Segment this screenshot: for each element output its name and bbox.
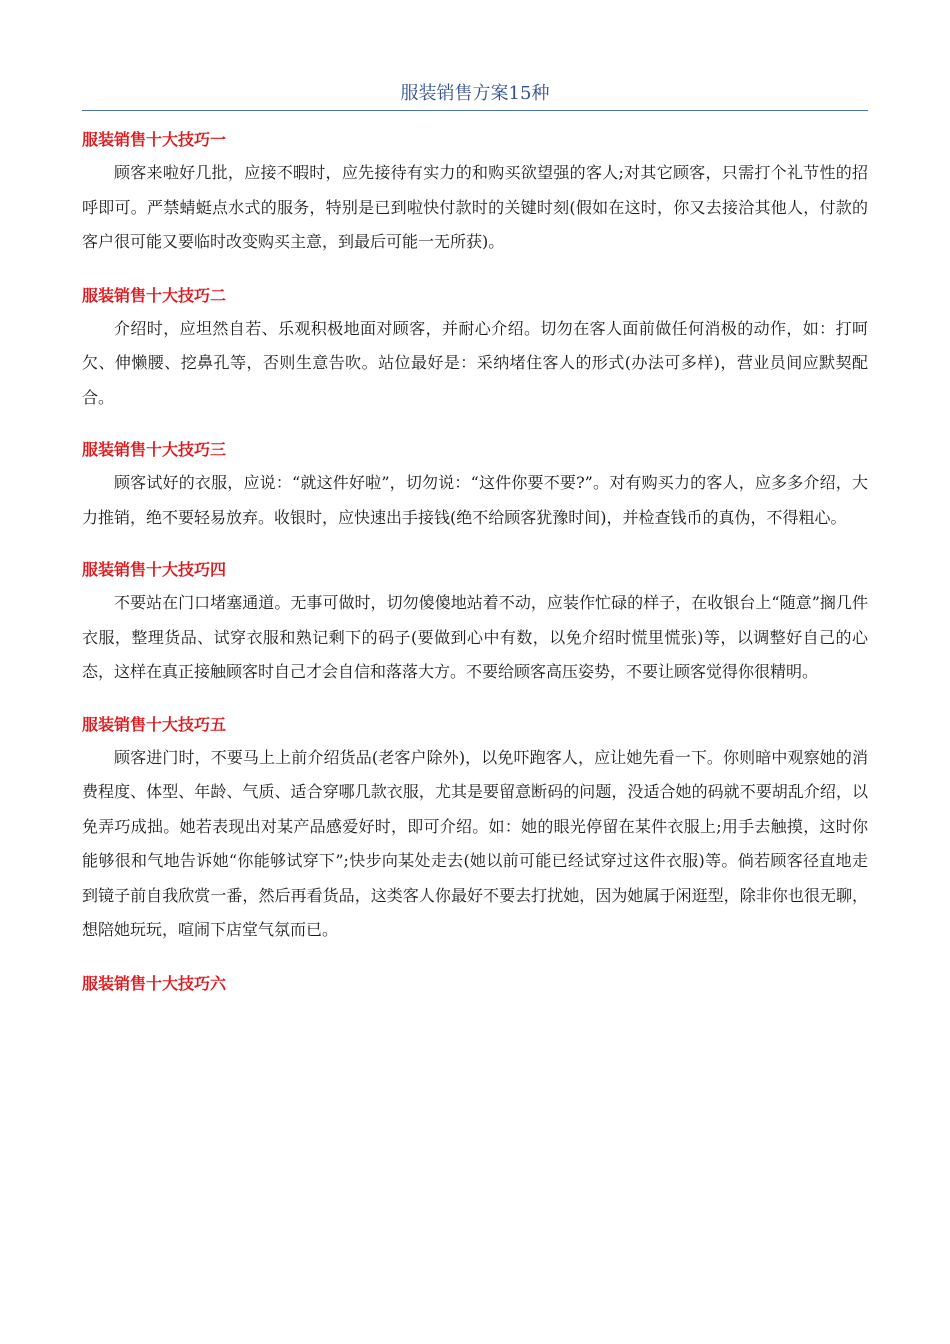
section-heading: 服装销售十大技巧四 [82,560,227,579]
section-3 [82,438,868,535]
page-header [82,82,868,111]
section-paragraph: 顾客试好的衣服，应说：“就这件好啦”，切勿说：“这件你要不要?”。对有购买力的客人，应多多介绍，大力推销，绝不要轻易放弃。收银时，应快速出手接钱(绝不给顾客犹豫时间)，并检查钱币的真伪，不得粗心。 [82,473,868,527]
section-4 [82,558,868,690]
section-1 [82,128,868,260]
page-title: 服装销售方案15种 [400,83,550,104]
section-heading: 服装销售十大技巧五 [82,714,227,734]
section-paragraph: 介绍时，应坦然自若、乐观积极地面对顾客，并耐心介绍。切勿在客人面前做任何消极的动作，如：打呵欠、伸懒腰、挖鼻孔等，否则生意告吹。站位最好是：采纳堵住客人的形式(办法可多样)，营业员间应默契配合。 [82,318,868,407]
section-paragraph: 顾客进门时，不要马上上前介绍货品(老客户除外)，以免吓跑客人，应让她先看一下。你则暗中观察她的消费程度、体型、年龄、气质、适合穿哪几款衣服，尤其是要留意断码的问题，没适合她的码就不要胡乱介绍，以免弄巧成拙。她若表现出对某产品感爱好时，即可介绍。如：她的眼光停留在某件衣服上;用手去触摸，这时你能够很和气地告诉她“你能够试穿下”;快步向某处走去(她以前可能已经试穿过这件衣服)等。倘若顾客径直地走到镜子前自我欣赏一番，然后再看货品，这类客人你最好不要去打扰她，因为她属于闲逛型，除非你也很无聊，想陪她玩玩，喧闹下店堂气氛而已。 [82,747,868,939]
section-paragraph: 不要站在门口堵塞通道。无事可做时，切勿傻傻地站着不动，应装作忙碌的样子，在收银台上“随意”搁几件衣服，整理货品、试穿衣服和熟记剩下的码子(要做到心中有数，以免介绍时慌里慌张)等，以调整好自己的心态，这样在真正接触顾客时自己才会自信和落落大方。不要给顾客高压姿势，不要让顾客觉得你很精明。 [82,593,868,681]
section-2 [82,284,868,416]
section-heading: 服装销售十大技巧六 [82,973,227,993]
section-heading: 服装销售十大技巧一 [82,130,227,149]
section-heading: 服装销售十大技巧三 [82,440,227,459]
document-body [82,122,868,996]
section-heading: 服装销售十大技巧二 [82,285,227,305]
section-5 [82,713,868,948]
section-6 [82,972,868,996]
section-paragraph: 顾客来啦好几批，应接不暇时，应先接待有实力的和购买欲望强的客人;对其它顾客，只需打个礼节性的招呼即可。严禁蜻蜓点水式的服务，特别是已到啦快付款时的关键时刻(假如在这时，你又去接洽其他人，付款的客户很可能又要临时改变购买主意，到最后可能一无所获)。 [82,163,868,251]
